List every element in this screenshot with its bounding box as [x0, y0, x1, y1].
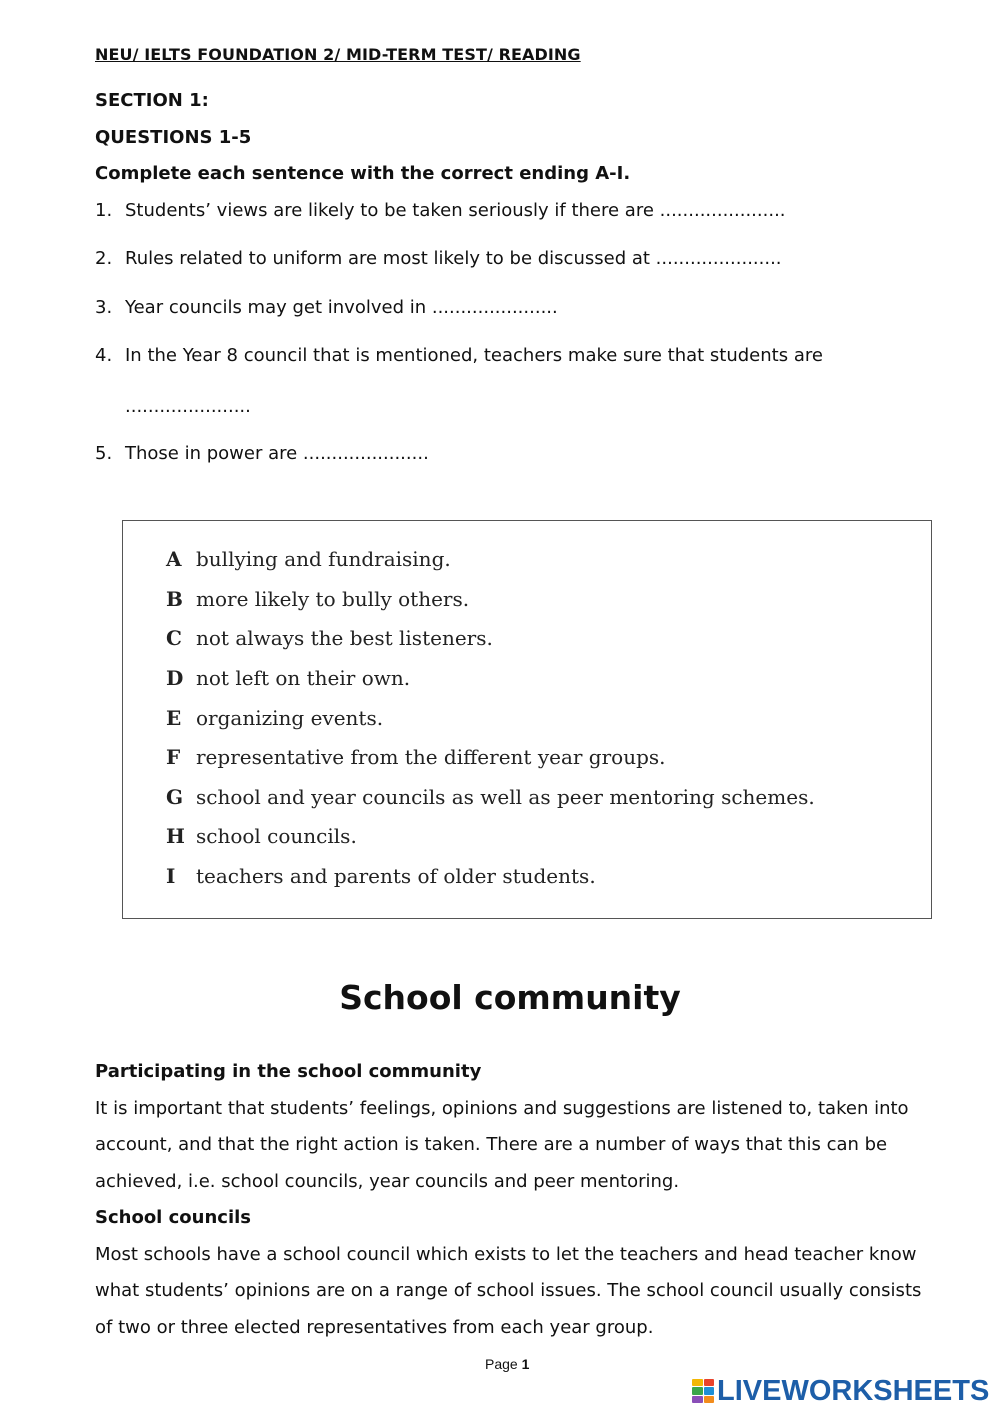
ending-f [166, 745, 666, 769]
paragraph-line: achieved, i.e. school councils, year councils and peer mentoring. [95, 1171, 680, 1192]
page-number: 1 [521, 1356, 530, 1372]
ending-letter: D [166, 666, 184, 690]
ending-g [166, 785, 815, 809]
ending-text: school councils. [196, 824, 357, 848]
question-3 [95, 297, 558, 318]
liveworksheets-logo[interactable] [692, 1376, 989, 1406]
passage-title: School community [339, 978, 681, 1017]
ending-letter: I [166, 864, 176, 888]
questions-range: QUESTIONS 1-5 [95, 127, 252, 148]
ending-text: organizing events. [196, 706, 384, 730]
paragraph-line: Most schools have a school council which exists to let the teachers and head teacher know [95, 1244, 917, 1265]
question-4 [95, 345, 823, 366]
ending-h [166, 824, 357, 848]
ending-letter: G [166, 785, 184, 809]
ending-text: representative from the different year groups. [196, 745, 666, 769]
question-text: In the Year 8 council that is mentioned, teachers make sure that students are [125, 345, 823, 366]
ending-text: not left on their own. [196, 666, 411, 690]
ending-letter: A [166, 547, 182, 571]
question-text: Rules related to uniform are most likely to be discussed at ...................... [125, 248, 782, 269]
ending-letter: E [166, 706, 182, 730]
question-4-answer-blank[interactable]: ...................... [125, 396, 251, 417]
ending-text: more likely to bully others. [196, 587, 470, 611]
ending-letter: H [166, 824, 185, 848]
ending-text: not always the best listeners. [196, 626, 493, 650]
section-label: SECTION 1: [95, 90, 209, 111]
question-number: 2. [95, 248, 113, 269]
question-2 [95, 248, 782, 269]
page-label: Page [485, 1356, 518, 1372]
question-text: Students’ views are likely to be taken seriously if there are ...................... [125, 200, 786, 221]
question-1 [95, 200, 786, 221]
ending-letter: C [166, 626, 182, 650]
question-number: 4. [95, 345, 113, 366]
ending-letter: F [166, 745, 181, 769]
liveworksheets-logo-icon [692, 1379, 714, 1403]
question-5 [95, 443, 429, 464]
paragraph-line: of two or three elected representatives from each year group. [95, 1317, 654, 1338]
ending-letter: B [166, 587, 183, 611]
paragraph-line: account, and that the right action is taken. There are a number of ways that this can be [95, 1134, 888, 1155]
ending-text: teachers and parents of older students. [196, 864, 596, 888]
sub-heading-participating: Participating in the school community [95, 1061, 482, 1082]
paragraph-line: what students’ opinions are on a range of school issues. The school council usually consists [95, 1280, 922, 1301]
liveworksheets-logo-text: LIVEWORKSHEETS [717, 1374, 990, 1407]
instruction: Complete each sentence with the correct ending A-I. [95, 163, 631, 184]
question-number: 5. [95, 443, 113, 464]
endings-box [122, 520, 932, 919]
page-footer [485, 1356, 529, 1372]
question-text: Year councils may get involved in ...................... [125, 297, 558, 318]
ending-b [166, 587, 469, 611]
ending-c [166, 626, 493, 650]
paragraph-line: It is important that students’ feelings, opinions and suggestions are listened to, taken into [95, 1098, 909, 1119]
question-text: Those in power are ...................... [125, 443, 429, 464]
ending-i [166, 864, 596, 888]
ending-text: bullying and fundraising. [196, 547, 451, 571]
ending-a [166, 547, 451, 571]
question-number: 1. [95, 200, 113, 221]
document-header: NEU/ IELTS FOUNDATION 2/ MID-TERM TEST/ READING [95, 45, 581, 64]
sub-heading-school-councils: School councils [95, 1207, 252, 1228]
ending-d [166, 666, 410, 690]
ending-e [166, 706, 383, 730]
ending-text: school and year councils as well as peer mentoring schemes. [196, 785, 815, 809]
question-number: 3. [95, 297, 113, 318]
